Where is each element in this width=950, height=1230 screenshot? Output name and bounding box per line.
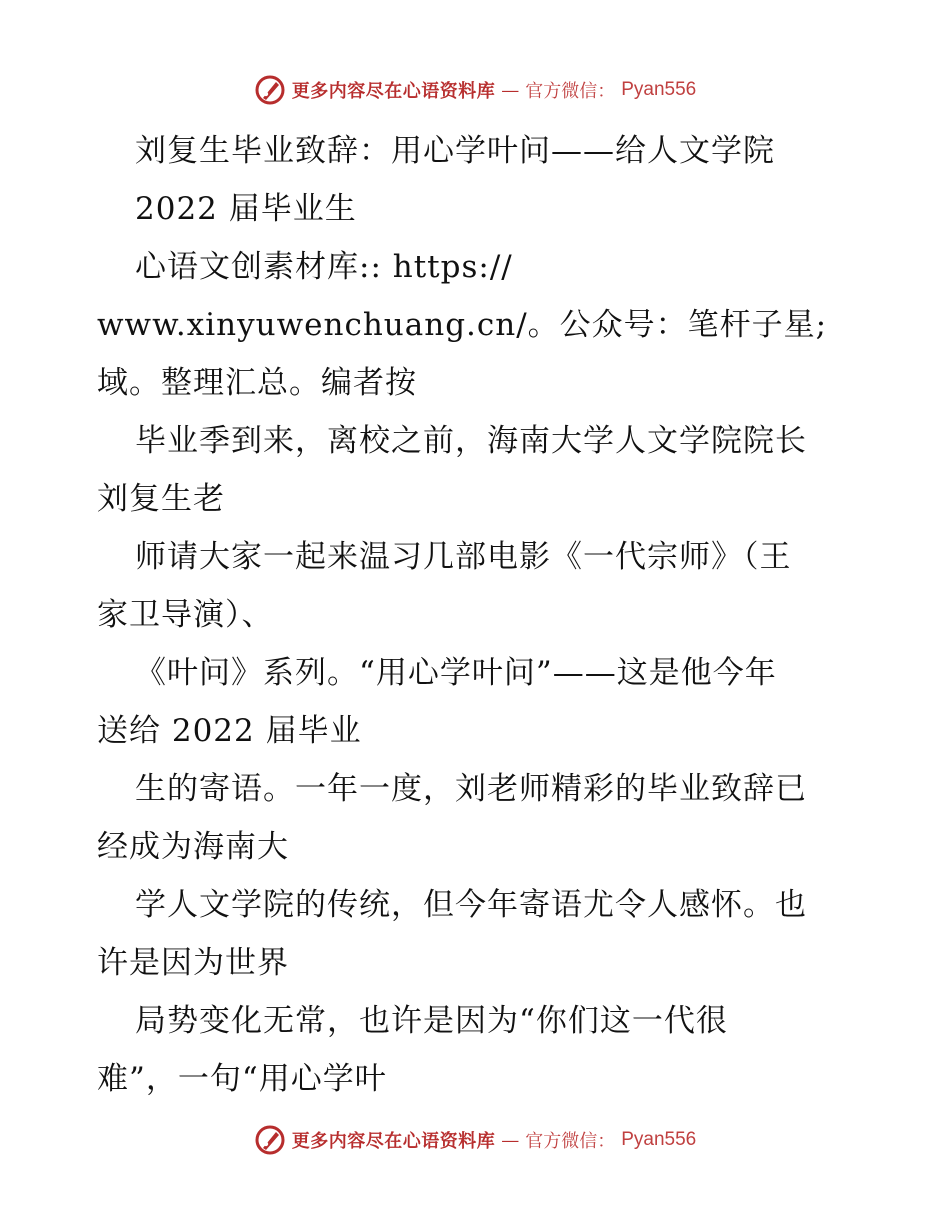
watermark-dash: — bbox=[501, 79, 520, 101]
footer-watermark bbox=[0, 1120, 950, 1160]
text-line: 毕业季到来，离校之前，海南大学人文学院院长 bbox=[135, 423, 807, 459]
text-line: 刘复生老 bbox=[97, 481, 225, 517]
header-watermark bbox=[0, 70, 950, 110]
text-line: 学人文学院的传统，但今年寄语尤令人感怀。也 bbox=[135, 887, 807, 923]
watermark-id: Pyan556 bbox=[621, 1129, 697, 1150]
text-line: www.xinyuwenchuang.cn/。公众号：笔杆子星; bbox=[97, 307, 828, 343]
text-line: 许是因为世界 bbox=[97, 945, 289, 981]
text-line: 难”，一句“用心学叶 bbox=[97, 1061, 387, 1097]
quill-logo-icon bbox=[254, 74, 286, 106]
watermark-id: Pyan556 bbox=[621, 79, 697, 100]
text-line: 生的寄语。一年一度，刘老师精彩的毕业致辞已 bbox=[135, 771, 807, 807]
watermark-label: 官方微信： bbox=[525, 81, 616, 102]
text-line: 师请大家一起来温习几部电影《一代宗师》（王 bbox=[135, 539, 792, 575]
text-line: 心语文创素材库:: https:// bbox=[135, 249, 513, 285]
watermark-dash: — bbox=[501, 1129, 520, 1151]
watermark-brand: 更多内容尽在心语资料库 bbox=[291, 1131, 496, 1152]
document-body bbox=[97, 122, 857, 1108]
watermark-brand: 更多内容尽在心语资料库 bbox=[291, 81, 496, 102]
text-line: 家卫导演）、 bbox=[97, 597, 274, 633]
text-line: 局势变化无常，也许是因为“你们这一代很 bbox=[135, 1003, 728, 1039]
text-line: 《叶问》系列。“用心学叶问”——这是他今年 bbox=[135, 655, 777, 691]
watermark-label: 官方微信： bbox=[525, 1131, 616, 1152]
text-line: 2022 届毕业生 bbox=[135, 191, 357, 227]
quill-logo-icon bbox=[254, 1124, 286, 1156]
text-line: 域。整理汇总。编者按 bbox=[97, 365, 417, 401]
text-line: 经成为海南大 bbox=[97, 829, 289, 865]
text-line: 刘复生毕业致辞：用心学叶问——给人文学院 bbox=[135, 133, 775, 169]
text-line: 送给 2022 届毕业 bbox=[97, 713, 362, 749]
